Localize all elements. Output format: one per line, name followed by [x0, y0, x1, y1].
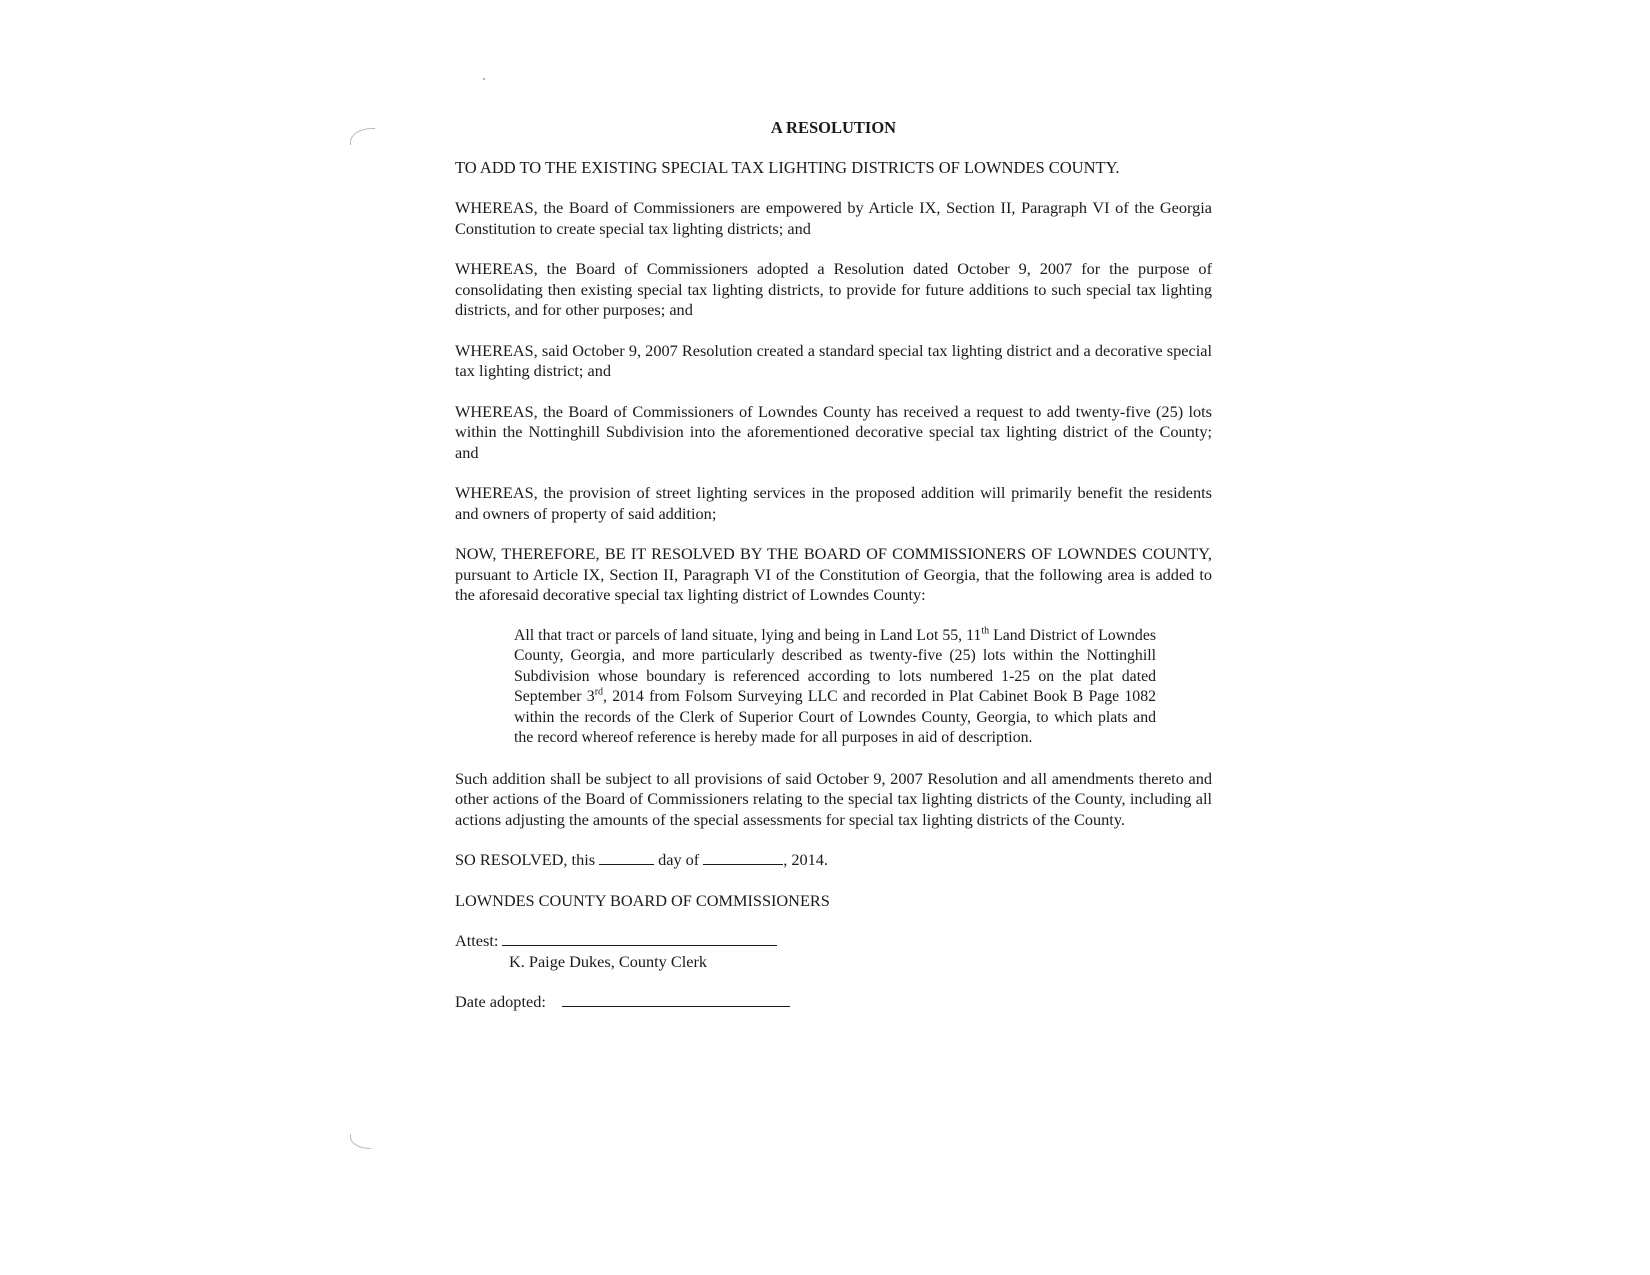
date-adopted-label: Date adopted:	[455, 992, 546, 1011]
so-resolved-middle: day of	[658, 850, 700, 869]
legal-description-part-2: Land District of Lowndes County, Georgia, and more particularly described as twenty-five (25) lots within the Nottinghill Subdivision whose boundary is referenced according to lots numbered 1-25 on the plat dated September 3	[514, 626, 1156, 705]
ordinal-suffix: rd	[594, 686, 604, 698]
document-title: A RESOLUTION	[770, 118, 897, 137]
whereas-clause-1: WHEREAS, the Board of Commissioners are empowered by Article IX, Section II, Paragraph VI of the Georgia Constitution to create special tax lighting districts; and	[455, 198, 1212, 238]
scan-edge-mark-top	[350, 128, 375, 145]
month-blank	[703, 850, 783, 865]
attest-label: Attest:	[455, 931, 499, 950]
attest-row	[455, 931, 1212, 952]
so-resolved-suffix: , 2014.	[783, 850, 828, 869]
addition-clause: Such addition shall be subject to all provisions of said October 9, 2007 Resolution and all amendments thereto and other actions of the Board of Commissioners relating to the special tax lighting districts of the County, including all actions adjusting the amounts of the special assessments for special tax lighting districts of the County.	[455, 768, 1212, 829]
resolution-document	[455, 118, 1212, 1033]
whereas-clause-5: WHEREAS, the provision of street lighting services in the proposed addition will primarily benefit the residents and owners of property of said addition;	[455, 483, 1212, 523]
whereas-clause-4: WHEREAS, the Board of Commissioners of Lowndes County has received a request to add twenty-five (25) lots within the Nottinghill Subdivision into the aforementioned decorative special tax lighting district of the County; and	[455, 401, 1212, 462]
legal-description-part-1: All that tract or parcels of land situate, lying and being in Land Lot 55, 11	[514, 626, 982, 644]
document-subject: TO ADD TO THE EXISTING SPECIAL TAX LIGHTING DISTRICTS OF LOWNDES COUNTY.	[455, 157, 1120, 177]
whereas-clause-2: WHEREAS, the Board of Commissioners adopted a Resolution dated October 9, 2007 for the purpose of consolidating then existing special tax lighting districts, to provide for future additions to such special tax lighting districts, and for other purposes; and	[455, 259, 1212, 319]
date-adopted-line	[562, 992, 790, 1007]
whereas-clause-3: WHEREAS, said October 9, 2007 Resolution created a standard special tax lighting district and a decorative special tax lighting district; and	[455, 340, 1212, 380]
board-name: LOWNDES COUNTY BOARD OF COMMISSIONERS	[455, 890, 830, 910]
resolved-clause: NOW, THEREFORE, BE IT RESOLVED BY THE BOARD OF COMMISSIONERS OF LOWNDES COUNTY, pursuant to Article IX, Section II, Paragraph VI of the Constitution of Georgia, that the following area is added to the aforesaid decorative special tax lighting district of Lowndes County:	[455, 544, 1212, 604]
ordinal-suffix: th	[981, 625, 990, 637]
scan-speck	[483, 78, 485, 80]
so-resolved-line	[455, 850, 1212, 871]
legal-description-part-3: , 2014 from Folsom Surveying LLC and recorded in Plat Cabinet Book B Page 1082 within the records of the Clerk of Superior Court of Lowndes County, Georgia, to which plats and the record whereof reference is hereby made for all purposes in aid of description.	[514, 688, 1157, 746]
clerk-name: K. Paige Dukes, County Clerk	[509, 951, 708, 971]
scan-edge-mark-bottom	[350, 1134, 371, 1149]
date-adopted-row	[455, 992, 1212, 1013]
so-resolved-prefix: SO RESOLVED, this	[455, 850, 596, 869]
attest-signature-line	[502, 931, 777, 946]
day-blank	[599, 850, 654, 865]
legal-description	[514, 626, 1156, 749]
